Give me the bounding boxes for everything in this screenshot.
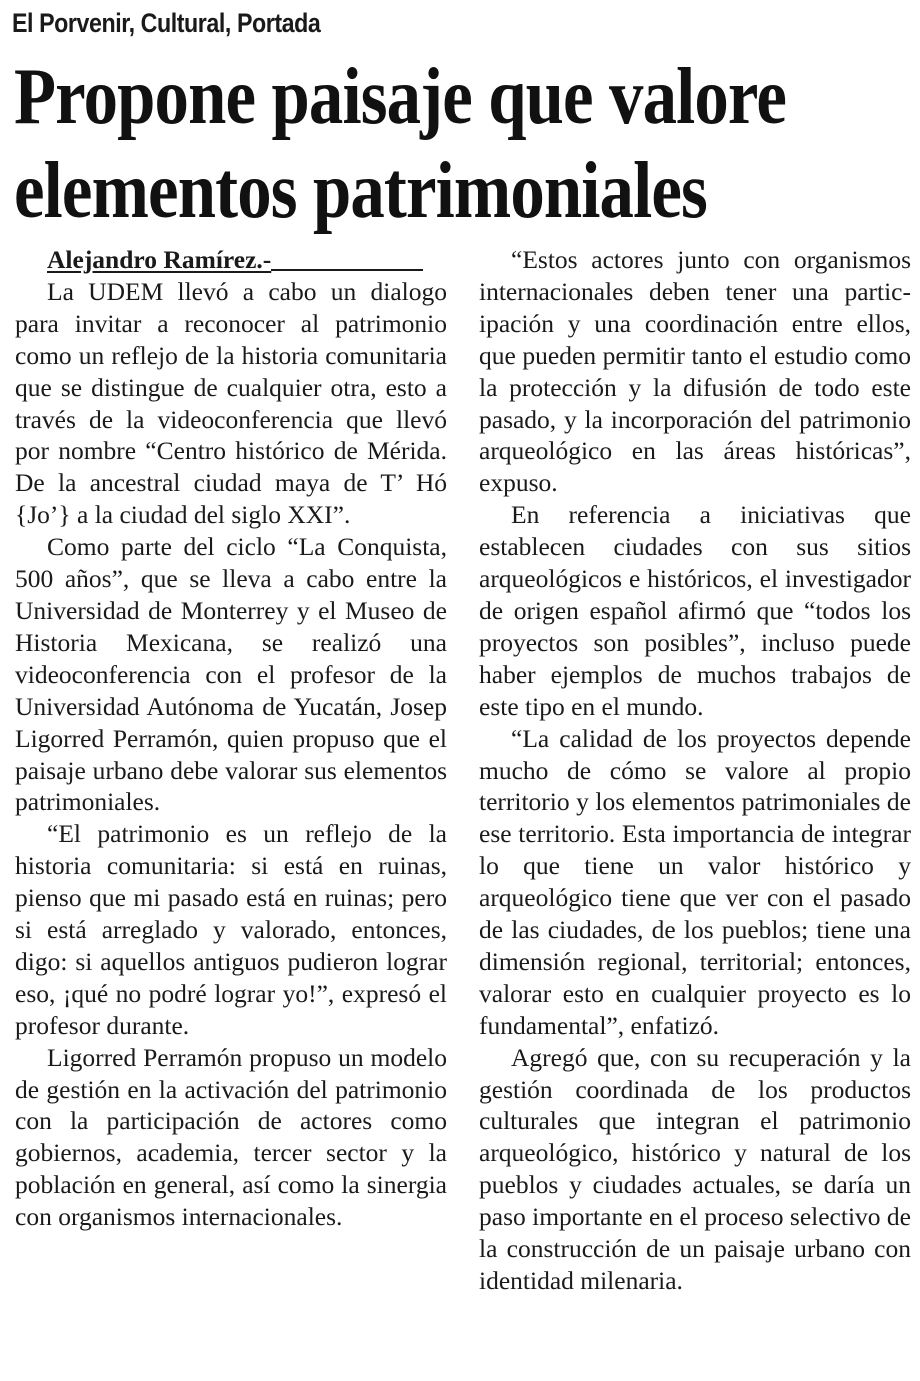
paragraph: Ligorred Perramón propuso un modelo de gestión en la activación del patrimonio con la participación de actores como gobiernos, academia, tercer sector y la población en general, así como la sinergia con organismos internacionales. <box>15 1042 447 1232</box>
article-column-left <box>15 244 447 1233</box>
headline-line-1: Propone paisaje que valore <box>14 53 787 141</box>
paragraph: “La calidad de los proyectos depende mucho de cómo se valore al propio territorio y los elementos patrimoniales de ese territorio. Esta importancia de integrar lo que tiene un valor histórico y arqueológico tiene que ver con el pasado de las ciudades, de los pueblos; tiene una dimensión regional, territorial; entonces, valorar esto en cualquier proyecto es lo fundamental”, enfatizó. <box>479 723 911 1040</box>
headline-line-2: elementos patrimoniales <box>14 147 707 235</box>
paragraph: La UDEM llevó a cabo un dialogo para invitar a reconocer al patrimonio como un reflejo de la historia comunitaria que se distingue de cualquier otra, esto a través de la videoconferencia que llevó por nombre “Centro histórico de Mérida. De la ancestral ciudad maya de T’ Hó {Jo’} a la ciudad del siglo XXI”. <box>15 276 447 530</box>
paragraph: “El patrimonio es un reflejo de la historia comunitaria: si está en ruinas, pienso que mi pasado está en ruinas; pero si está arreglado y valorado, entonces, digo: si aquellos antiguos pudieron lograr eso, ¡qué no podré lograr yo!”, expresó el profesor durante. <box>15 819 447 1040</box>
byline-rule <box>271 269 423 271</box>
paragraph: En referencia a iniciativas que establecen ciudades con sus sitios arqueológicos e históricos, el investigador de origen español afirmó que “todos los proyectos son posibles”, incluso puede haber ejemplos de muchos trabajos de este tipo en el mundo. <box>479 500 911 721</box>
paragraph: Como parte del ciclo “La Conquista, 500 años”, que se lleva a cabo entre la Universidad de Monterrey y el Museo de Historia Mexicana, se realizó una videoconferencia con el profesor de la Universidad Autónoma de Yucatán, Josep Ligorred Perramón, quien propuso que el paisaje urbano debe valorar sus elementos patrimoniales. <box>15 532 447 817</box>
byline <box>15 244 447 276</box>
author-name: Alejandro Ramírez.- <box>47 245 272 274</box>
paragraph: Agregó que, con su recuperación y la gestión coordinada de los productos culturales que integran el patrimonio arqueológico, histórico y natural de los pueblos y ciudades actuales, se daría un paso importante en el proceso selectivo de la construcción de un paisaje urbano con identidad milenaria. <box>479 1042 911 1295</box>
article-column-right <box>479 244 911 1297</box>
headline <box>14 50 914 238</box>
paragraph: “Estos actores junto con organismos internacionales deben tener una participación y una coordinación entre ellos, que pueden permitir tanto el estudio como la protección y la difusión de todo este pasado, y la incorporación del patrimonio arqueológico en las áreas históricas”, expuso. <box>479 245 911 498</box>
publication-source-line: El Porvenir, Cultural, Portada <box>12 8 321 38</box>
